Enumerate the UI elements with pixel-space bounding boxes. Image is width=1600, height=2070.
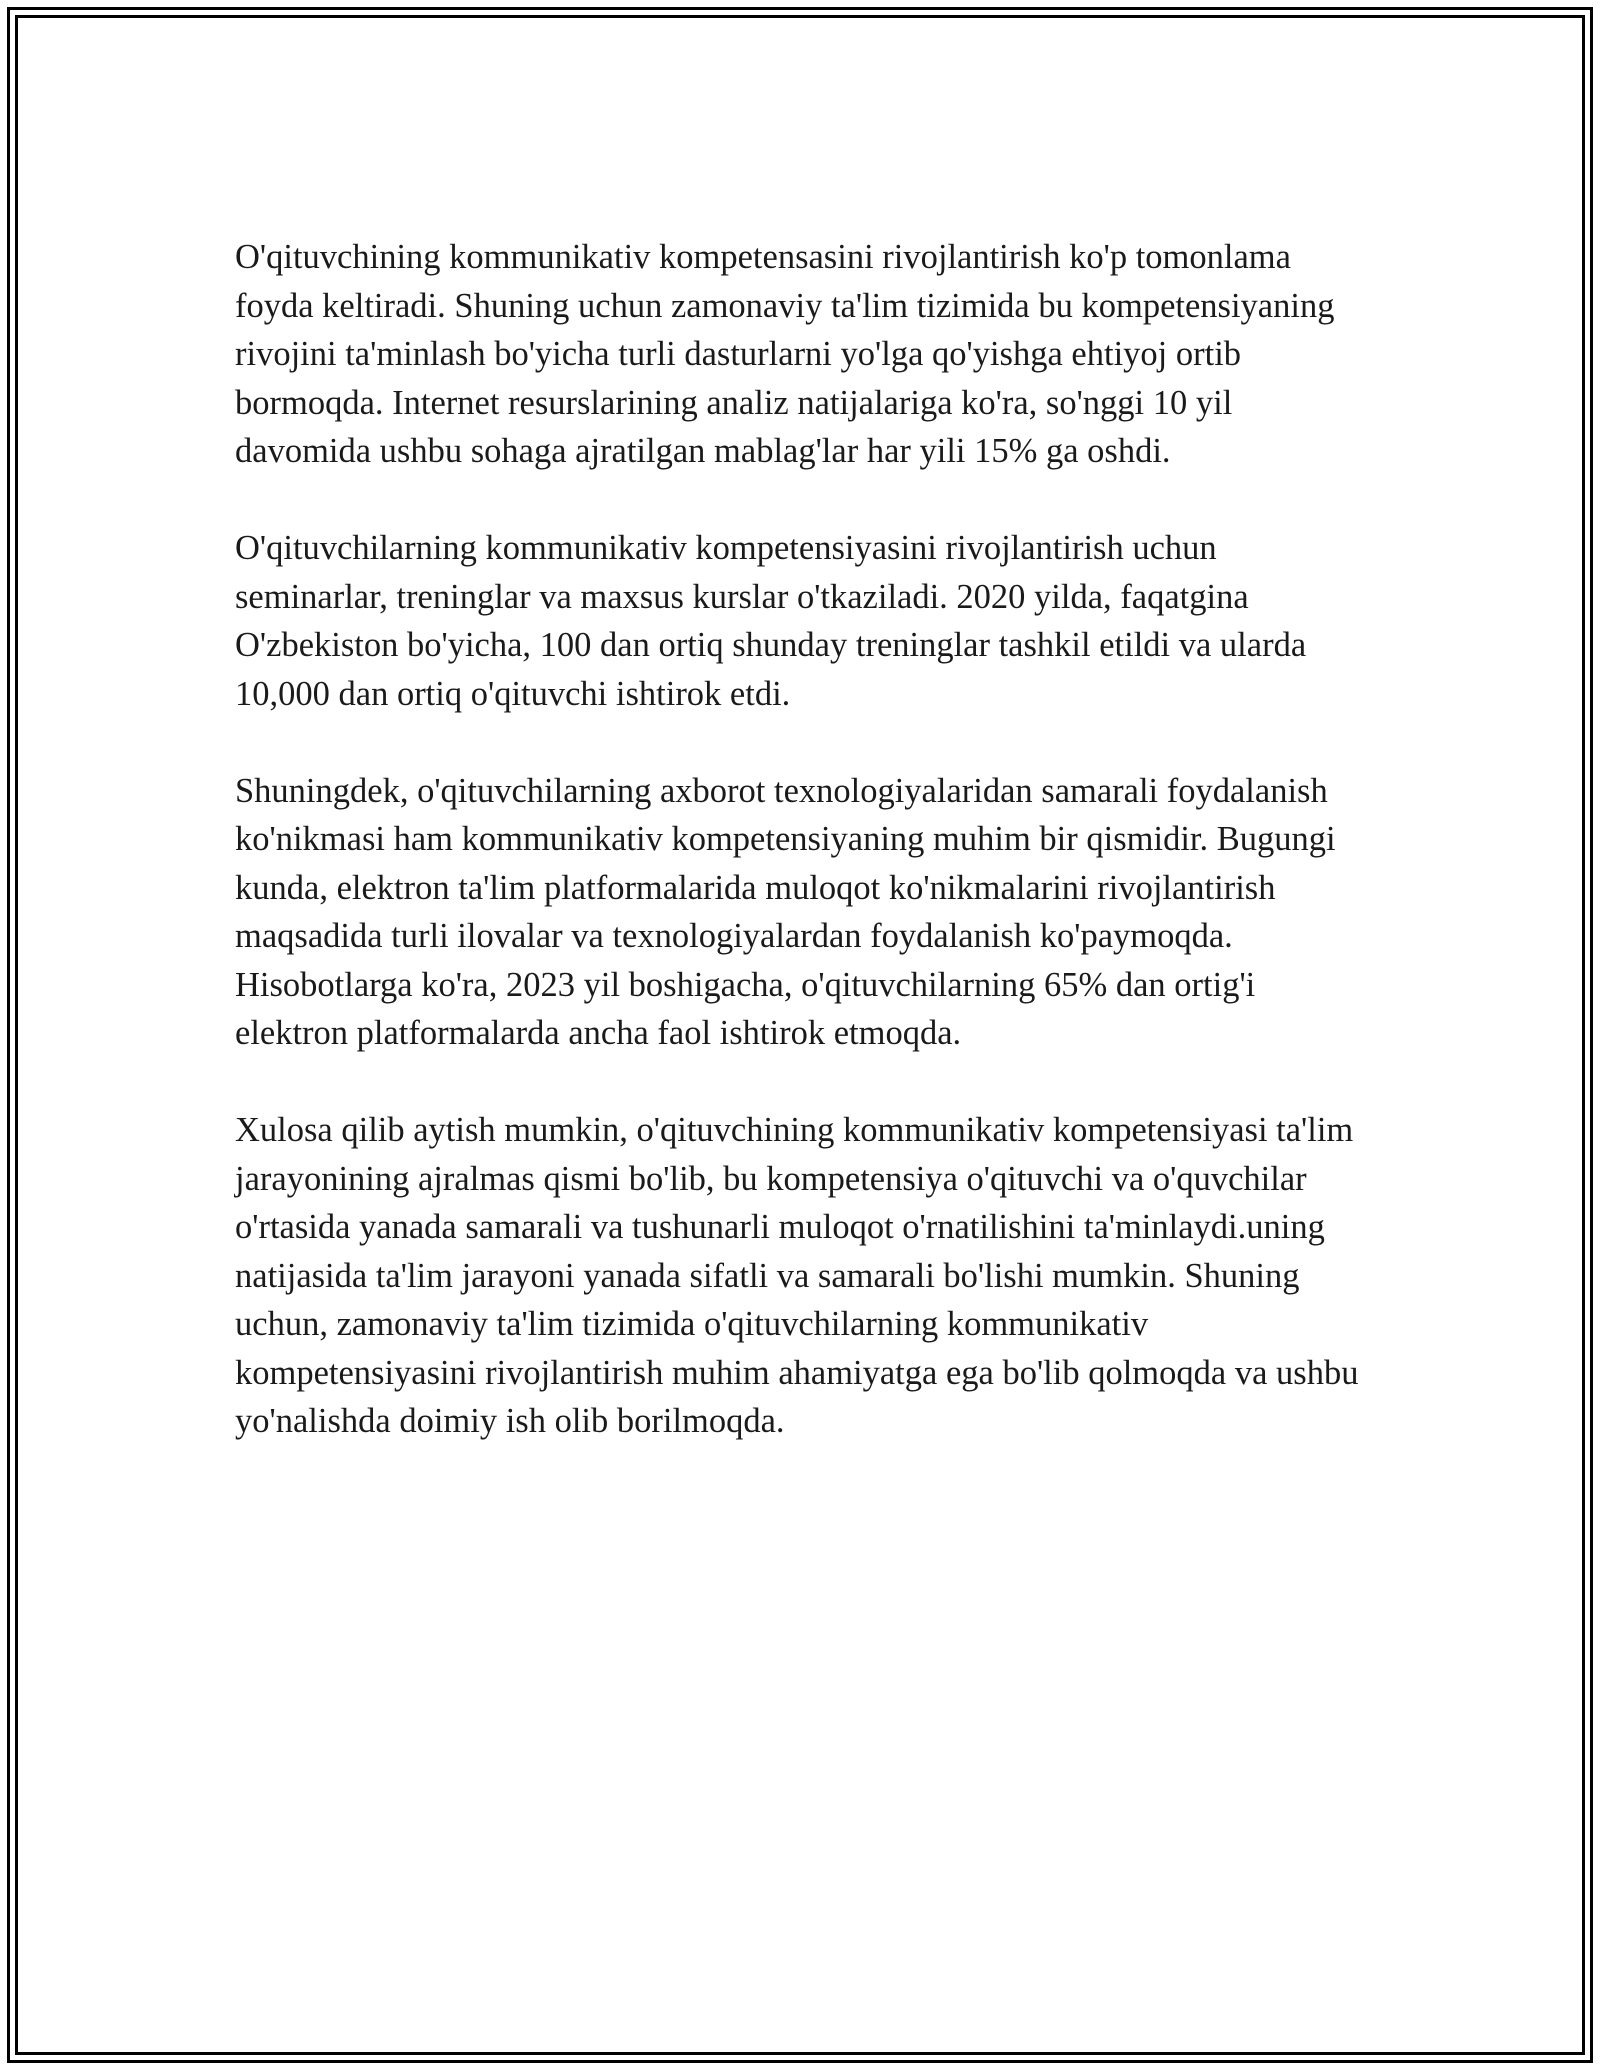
paragraph-4: Xulosa qilib aytish mumkin, o'qituvchining kommunikativ kompetensiyasi ta'lim jarayonining ajralmas qismi bo'lib, bu kompetensiya o'qituvchi va o'quvchilar o'rtasida yanada samarali va tushunarli muloqot o'rnatilishini ta'minlaydi.uning natijasida ta'lim jarayoni yanada sifatli va samarali bo'lishi mumkin. Shuning uchun, zamonaviy ta'lim tizimida o'qituvchilarning kommunikativ kompetensiyasini rivojlantirish muhim ahamiyatga ega bo'lib qolmoqda va ushbu yo'nalishda doimiy ish olib borilmoqda. — [235, 1111, 1359, 1440]
paragraph-2: O'qituvchilarning kommunikativ kompetensiyasini rivojlantirish uchun seminarlar, treninglar va maxsus kurslar o'tkaziladi. 2020 yilda, faqatgina O'zbekiston bo'yicha, 100 dan ortiq shunday treninglar tashkil etildi va ularda 10,000 dan ortiq o'qituvchi ishtirok etdi. — [235, 529, 1307, 713]
document-body — [235, 233, 1375, 1446]
paragraph-1: O'qituvchining kommunikativ kompetensasini rivojlantirish ko'p tomonlama foyda keltiradi. Shuning uchun zamonaviy ta'lim tizimida bu kompetensiyaning rivojini ta'minlash bo'yicha turli dasturlarni yo'lga qo'yishga ehtiyoj ortib bormoqda. Internet resurslarining analiz natijalariga ko'ra, so'nggi 10 yil davomida ushbu sohaga ajratilgan mablag'lar har yili 15% ga oshdi. — [235, 238, 1335, 470]
paragraph-3: Shuningdek, o'qituvchilarning axborot texnologiyalaridan samarali foydalanish ko'nikmasi ham kommunikativ kompetensiyaning muhim bir qismidir. Bugungi kunda, elektron ta'lim platformalarida muloqot ko'nikmalarini rivojlantirish maqsadida turli ilovalar va texnologiyalardan foydalanish ko'paymoqda. Hisobotlarga ko'ra, 2023 yil boshigacha, o'qituvchilarning 65% dan ortig'i elektron platformalarda ancha faol ishtirok etmoqda. — [235, 771, 1336, 1052]
